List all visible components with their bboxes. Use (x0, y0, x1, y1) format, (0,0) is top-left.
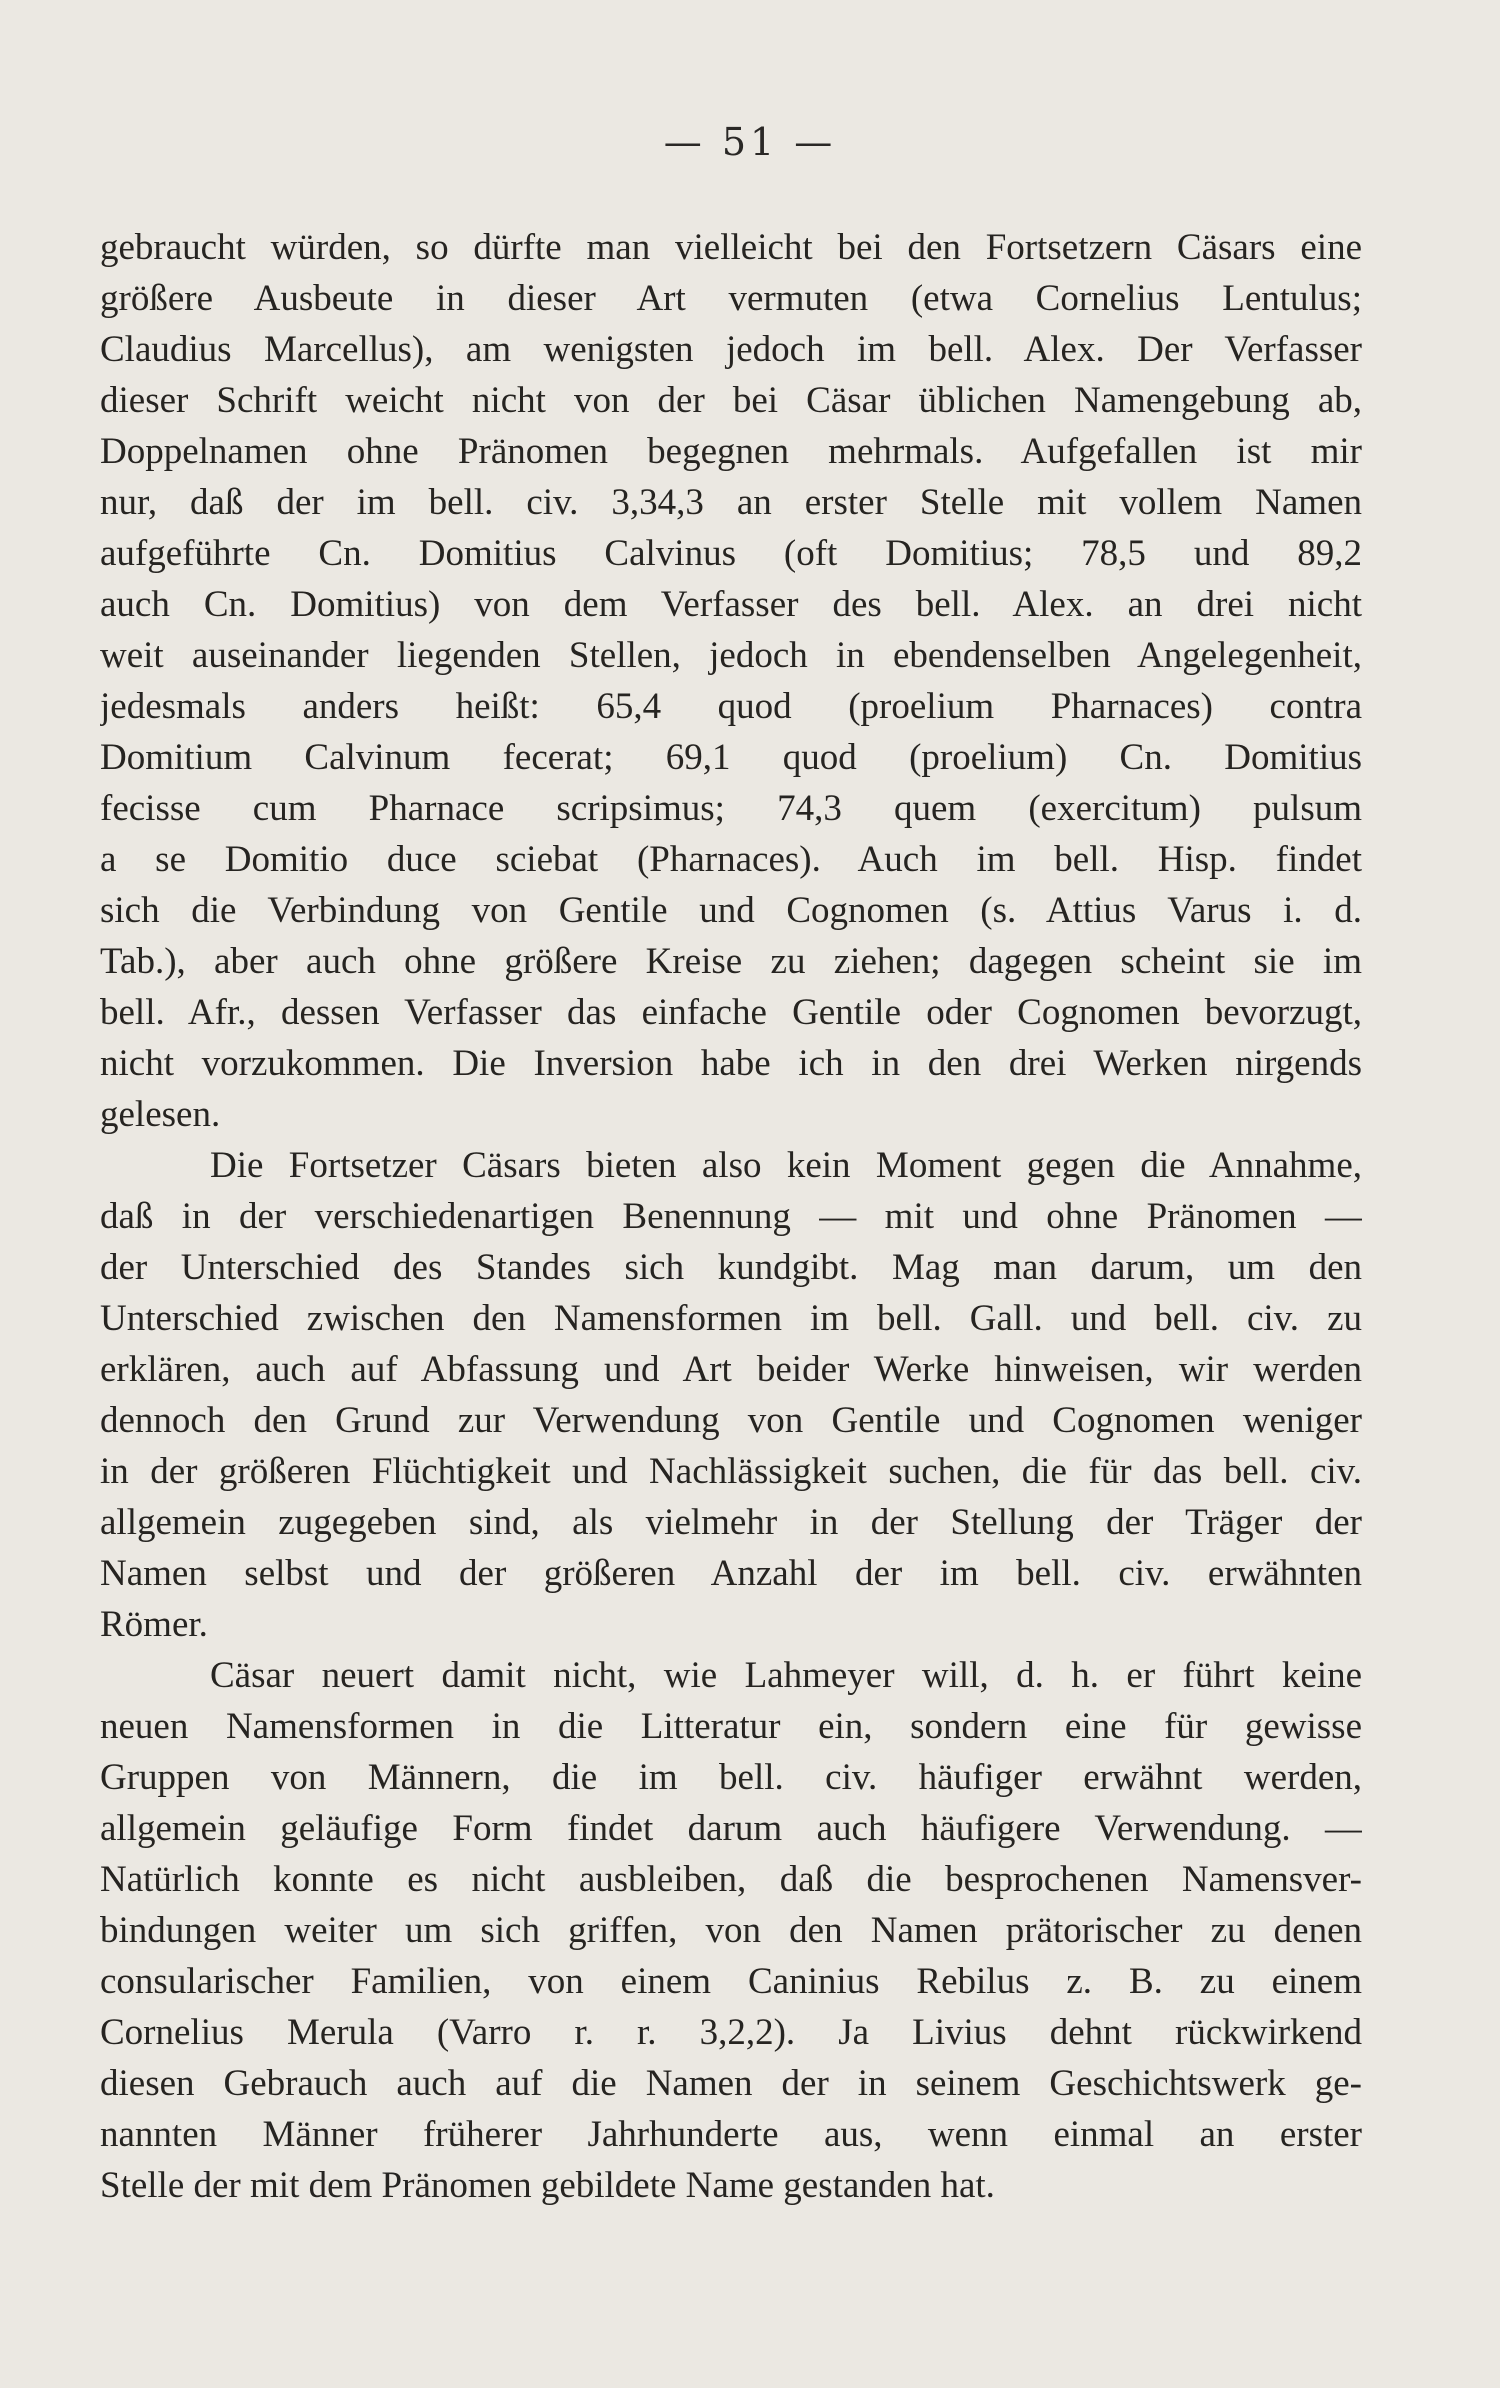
text-line: a se Domitio duce sciebat (Pharnaces). Auch im bell. Hisp. findet (100, 839, 1362, 880)
text-line: der Unterschied des Standes sich kundgibt. Mag man darum, um den (100, 1247, 1362, 1288)
text-line: Cäsar neuert damit nicht, wie Lahmeyer will, d. h. er führt keine (210, 1655, 1362, 1696)
text-line: Namen selbst und der größeren Anzahl der im bell. civ. erwähnten (100, 1553, 1362, 1594)
text-line: Unterschied zwischen den Namensformen im bell. Gall. und bell. civ. zu (100, 1298, 1362, 1339)
text-line: nannten Männer früherer Jahrhunderte aus, wenn einmal an erster (100, 2114, 1362, 2155)
text-line: dennoch den Grund zur Verwendung von Gentile und Cognomen weniger (100, 1400, 1362, 1441)
text-line: fecisse cum Pharnace scripsimus; 74,3 quem (exercitum) pulsum (100, 788, 1362, 829)
text-line: Gruppen von Männern, die im bell. civ. häufiger erwähnt werden, (100, 1757, 1362, 1798)
text-line: größere Ausbeute in dieser Art vermuten (etwa Cornelius Lentulus; (100, 278, 1362, 319)
text-line: allgemein zugegeben sind, als vielmehr in der Stellung der Träger der (100, 1502, 1362, 1543)
body-text (100, 222, 1362, 2211)
text-line: daß in der verschiedenartigen Benennung — mit und ohne Pränomen — (100, 1196, 1362, 1237)
text-line: erklären, auch auf Abfassung und Art beider Werke hinweisen, wir werden (100, 1349, 1362, 1390)
text-line: Stelle der mit dem Pränomen gebildete Name gestanden hat. (100, 2165, 995, 2206)
page-number: — 51 — (663, 120, 837, 164)
text-line: gebraucht würden, so dürfte man vielleicht bei den Fortsetzern Cäsars eine (100, 227, 1362, 268)
text-line: aufgeführte Cn. Domitius Calvinus (oft Domitius; 78,5 und 89,2 (100, 533, 1362, 574)
text-line: in der größeren Flüchtigkeit und Nachlässigkeit suchen, die für das bell. civ. (100, 1451, 1362, 1492)
text-line: nur, daß der im bell. civ. 3,34,3 an erster Stelle mit vollem Namen (100, 482, 1362, 523)
text-line: Doppelnamen ohne Pränomen begegnen mehrmals. Aufgefallen ist mir (100, 431, 1362, 472)
text-line: dieser Schrift weicht nicht von der bei Cäsar üblichen Namengebung ab, (100, 380, 1362, 421)
text-line: Claudius Marcellus), am wenigsten jedoch im bell. Alex. Der Verfasser (100, 329, 1362, 370)
text-line: consularischer Familien, von einem Caninius Rebilus z. B. zu einem (100, 1961, 1362, 2002)
text-line: Cornelius Merula (Varro r. r. 3,2,2). Ja Livius dehnt rückwirkend (100, 2012, 1362, 2053)
paragraph (100, 1650, 1362, 2211)
text-line: neuen Namensformen in die Litteratur ein, sondern eine für gewisse (100, 1706, 1362, 1747)
paragraph (100, 1140, 1362, 1650)
text-line: Tab.), aber auch ohne größere Kreise zu ziehen; dagegen scheint sie im (100, 941, 1362, 982)
text-line: Die Fortsetzer Cäsars bieten also kein Moment gegen die Annahme, (210, 1145, 1362, 1186)
text-line: gelesen. (100, 1094, 221, 1135)
text-line: bindungen weiter um sich griffen, von den Namen prätorischer zu denen (100, 1910, 1362, 1951)
text-line: Römer. (100, 1604, 208, 1645)
paragraph (100, 222, 1362, 1140)
text-line: Domitium Calvinum fecerat; 69,1 quod (proelium) Cn. Domitius (100, 737, 1362, 778)
text-line: sich die Verbindung von Gentile und Cognomen (s. Attius Varus i. d. (100, 890, 1362, 931)
text-line: diesen Gebrauch auch auf die Namen der in seinem Geschichtswerk ge- (100, 2063, 1362, 2104)
text-line: nicht vorzukommen. Die Inversion habe ich in den drei Werken nirgends (100, 1043, 1362, 1084)
text-line: allgemein geläufige Form findet darum auch häufigere Verwendung. — (100, 1808, 1362, 1849)
text-line: jedesmals anders heißt: 65,4 quod (proelium Pharnaces) contra (100, 686, 1362, 727)
text-line: weit auseinander liegenden Stellen, jedoch in ebendenselben Angelegenheit, (100, 635, 1362, 676)
text-line: bell. Afr., dessen Verfasser das einfache Gentile oder Cognomen bevorzugt, (100, 992, 1362, 1033)
text-line: Natürlich konnte es nicht ausbleiben, daß die besprochenen Namensver- (100, 1859, 1362, 1900)
text-line: auch Cn. Domitius) von dem Verfasser des bell. Alex. an drei nicht (100, 584, 1362, 625)
